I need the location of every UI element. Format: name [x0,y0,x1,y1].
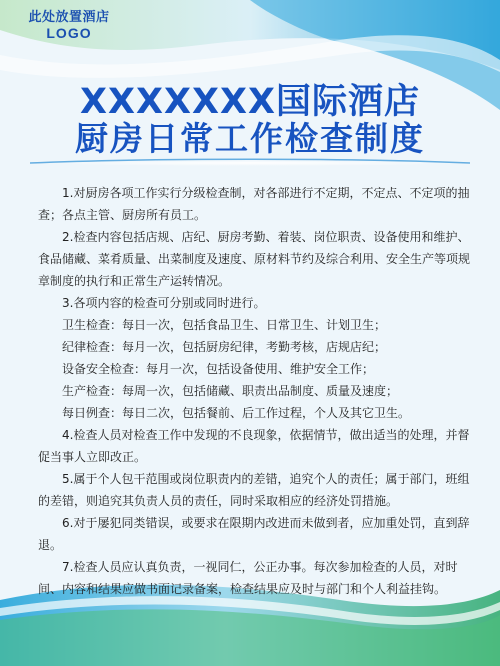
rule-2: 2.检查内容包括店规、店纪、厨房考勤、着装、岗位职责、设备使用和维护、食品储藏、菜肴质量、出菜制度及速度、原材料节约及综合利用、安全生产等项规章制度的执行和正常生产运转情况。 [38,230,471,288]
rules-body [38,182,470,600]
logo-text: LOGO [46,25,92,41]
rule-3: 3.各项内容的检查可分别或同时进行。 [62,296,266,310]
logo-placeholder-text: 此处放置酒店 [28,10,110,25]
rule-7: 7.检查人员应认真负责，一视同仁，公正办事。每次参加检查的人员，对时间、内容和结果应做书面记录备案，检查结果应及时与部门和个人利益挂钩。 [38,560,458,596]
rule-1: 1.对厨房各项工作实行分级检查制，对各部进行不定期，不定点、不定项的抽查；各点主管、厨房所有员工。 [38,186,470,222]
rule-5: 5.属于个人包干范围或岗位职责内的差错，追究个人的责任；属于部门，班组的差错，则追究其负责人员的责任，同时采取相应的经济处罚措施。 [38,472,470,508]
document-title: 厨房日常工作检查制度 [75,119,425,158]
check-item-equipment: 设备安全检查：每月一次，包括设备使用、维护安全工作； [62,362,375,376]
check-item-hygiene: 卫生检查：每日一次，包括食品卫生、日常卫生、计划卫生； [62,318,387,332]
rule-6: 6.对于屡犯同类错误，或要求在限期内改进而未做到者，应加重处罚，直到辞退。 [38,516,470,552]
check-item-daily: 每日例查：每日二次，包括餐前、后工作过程，个人及其它卫生。 [62,406,411,420]
check-item-discipline: 纪律检查：每月一次，包括厨房纪律，考勤考核，店规店纪； [62,340,387,354]
hotel-name-title: XXXXXXX国际酒店 [80,82,420,122]
check-item-production: 生产检查：每周一次，包括储藏、职责出品制度、质量及速度； [62,384,399,398]
hotel-logo [14,6,124,41]
rule-4: 4.检查人员对检查工作中发现的不良现象，依据情节，做出适当的处理，并督促当事人立即改正。 [38,428,470,464]
